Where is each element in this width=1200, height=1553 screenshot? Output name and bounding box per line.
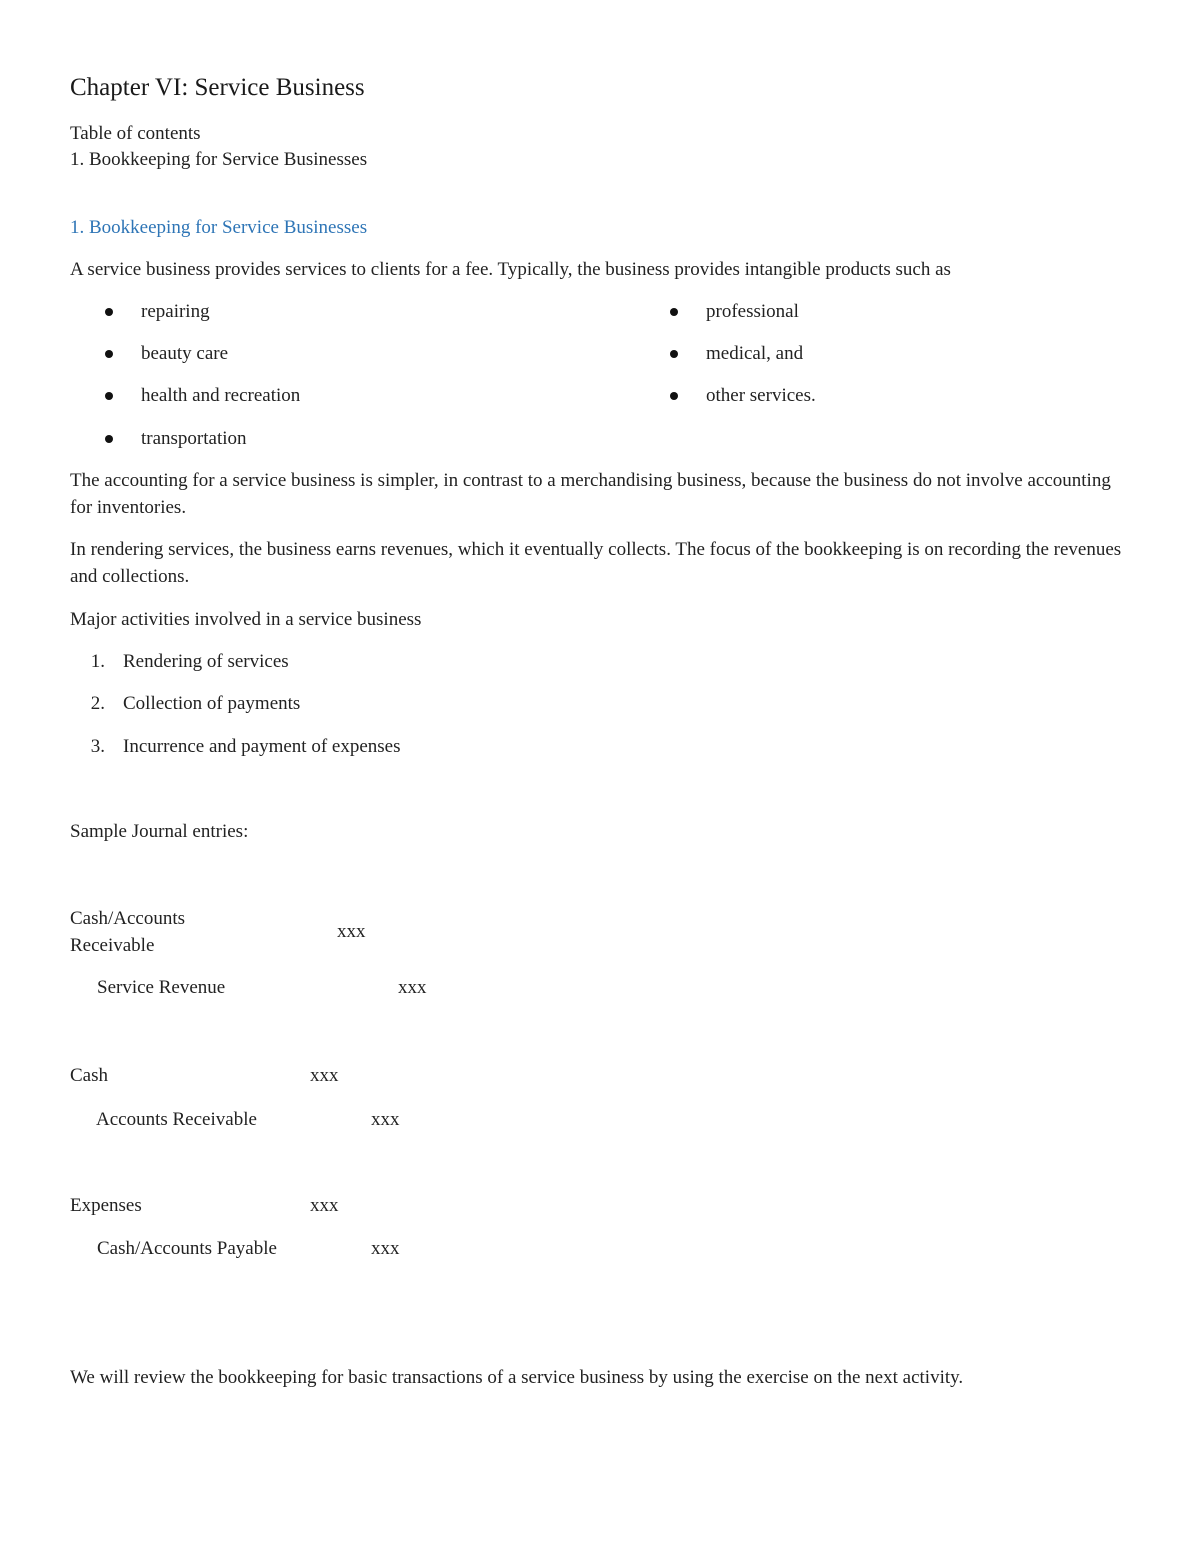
revenues-paragraph: In rendering services, the business earns revenues, which it eventually collects. The focus of the bookkeeping is on recording the revenues and collections.: [70, 539, 1122, 587]
list-item: [70, 733, 401, 760]
list-item: [105, 425, 247, 452]
journal-debit-account: Cash/Accounts: [70, 908, 186, 929]
closing-paragraph: We will review the bookkeeping for basic transactions of a service business by using the exercise on the next activity.: [70, 1367, 964, 1388]
journal-debit-amount: xxx: [310, 1065, 339, 1086]
toc-item[interactable]: 1. Bookkeeping for Service Businesses: [70, 149, 368, 170]
journal-credit-account: Accounts Receivable: [96, 1109, 257, 1130]
list-item: [670, 340, 803, 367]
bullet-icon: [105, 435, 113, 443]
list-item-text: transportation: [141, 428, 247, 449]
list-item-text: beauty care: [141, 343, 229, 364]
accounting-paragraph: The accounting for a service business is simpler, in contrast to a merchandising business, because the business do not involve accounting for inventories.: [70, 470, 1111, 518]
journal-debit-account: Cash: [70, 1065, 108, 1086]
list-item: [105, 340, 228, 367]
journal-label: Sample Journal entries:: [70, 821, 249, 842]
list-item-text: repairing: [141, 301, 210, 322]
journal-credit-account: Service Revenue: [97, 977, 226, 998]
bullet-icon: [670, 308, 678, 316]
journal-credit-amount: xxx: [398, 977, 427, 998]
list-item-text: Collection of payments: [123, 693, 301, 714]
bullet-icon: [105, 392, 113, 400]
list-item: [105, 382, 300, 409]
bullet-icon: [670, 350, 678, 358]
list-item-text: medical, and: [706, 343, 804, 364]
list-number: 1.: [90, 651, 105, 672]
list-item: [70, 690, 300, 717]
activities-label: Major activities involved in a service business: [70, 609, 422, 630]
bullet-icon: [105, 308, 113, 316]
journal-debit-account: Receivable: [70, 935, 155, 956]
journal-credit-amount: xxx: [371, 1109, 400, 1130]
journal-credit-account: Cash/Accounts Payable: [97, 1238, 277, 1259]
bullet-icon: [670, 392, 678, 400]
bullet-icon: [105, 350, 113, 358]
toc-label: Table of contents: [70, 123, 201, 144]
list-item: [670, 382, 816, 409]
journal-debit-amount: xxx: [337, 921, 366, 942]
list-item-text: Rendering of services: [123, 651, 289, 672]
list-number: 3.: [90, 736, 105, 757]
page-title: Chapter VI: Service Business: [70, 74, 365, 101]
intro-paragraph: A service business provides services to clients for a fee. Typically, the business provides intangible products such as: [70, 259, 951, 280]
list-item: [105, 298, 210, 325]
journal-credit-amount: xxx: [371, 1238, 400, 1259]
section-heading: 1. Bookkeeping for Service Businesses: [70, 217, 368, 238]
list-number: 2.: [90, 693, 105, 714]
list-item-text: Incurrence and payment of expenses: [123, 736, 401, 757]
list-item-text: professional: [706, 301, 799, 322]
list-item-text: health and recreation: [141, 385, 301, 406]
journal-debit-amount: xxx: [310, 1195, 339, 1216]
list-item-text: other services.: [706, 385, 816, 406]
journal-debit-account: Expenses: [70, 1195, 142, 1216]
list-item: [670, 298, 799, 325]
list-item: [70, 648, 289, 675]
